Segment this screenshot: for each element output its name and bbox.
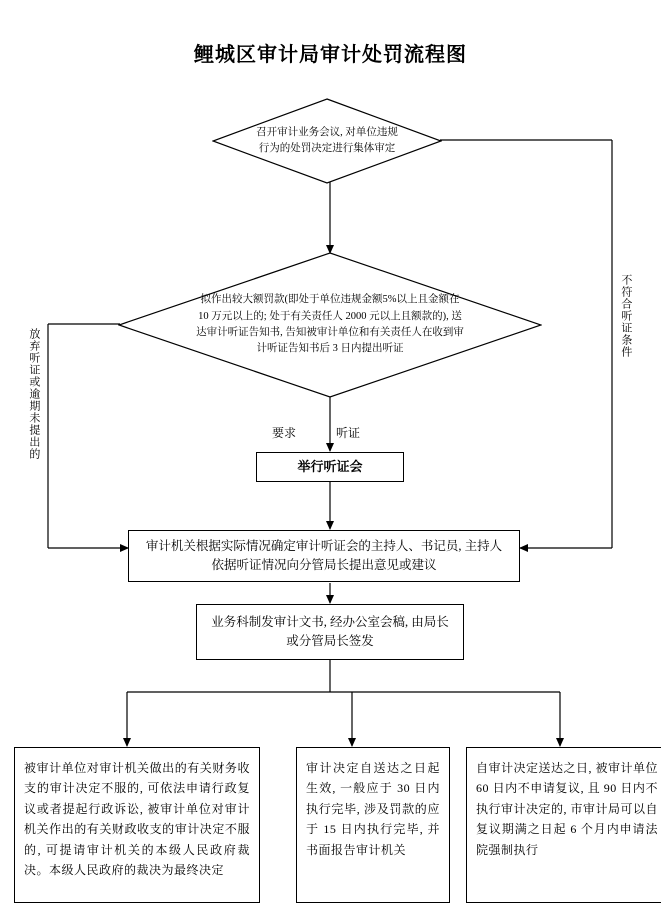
node-meeting [212,98,442,184]
node-large-fine-decision-label: 拟作出较大额罚款(即处于单位违规金额5%以上且金额在 10 万元以上的; 处于有关责任人 2000 元以上且额款的), 送达审计听证告知书, 告知被审计单位和有关责任人在收到审计听证告知书后 3 日内提出听证 [196,294,464,355]
node-bottom-reconsideration [14,747,260,903]
edge-label-request: 要求 [272,426,297,440]
node-document-issue-label: 业务科制发审计文书, 经办公室会稿, 由局长或分管局长签发 [211,615,449,648]
node-bottom-reconsideration-label: 被审计单位对审计机关做出的有关财务收支的审计决定不服的, 可依法申请行政复议或者提起行政诉讼, 被审计单位对审计机关作出的有关财政收支的审计决定不服的, 可提请审计机关的本级人民政府裁决。本级人民政府的裁决为最终决定 [24,761,250,877]
node-host-assign-label: 审计机关根据实际情况确定审计听证会的主持人、书记员, 主持人依据听证情况向分管局长提出意见或建议 [145,539,503,572]
node-bottom-enforcement [466,747,661,903]
node-host-assign [128,530,520,582]
edge-label-give-up: 放弃听证或逾期未提出的 [27,328,40,460]
node-document-issue [196,604,464,660]
edge-label-hearing: 听证 [336,426,361,440]
node-meeting-label: 召开审计业务会议, 对单位违规行为的处罚决定进行集体审定 [256,126,398,154]
edge-label-not-qualified: 不符合听证条件 [619,274,632,358]
page-title: 鲤城区审计局审计处罚流程图 [194,44,467,66]
node-bottom-enforcement-label: 自审计决定送达之日, 被审计单位 60 日内不申请复议, 且 90 日内不执行审计决定的, 市审计局可以自复议期满之日起 6 个月内申请法院强制执行 [476,761,659,857]
node-hold-hearing-label: 举行听证会 [297,459,363,475]
node-large-fine-decision [118,252,542,398]
node-bottom-execution [296,747,450,903]
node-bottom-execution-label: 审计决定自送达之日起生效, 一般应于 30 日内执行完毕, 涉及罚款的应于 15 日内执行完毕, 并书面报告审计机关 [306,761,440,857]
node-hold-hearing [256,452,404,482]
